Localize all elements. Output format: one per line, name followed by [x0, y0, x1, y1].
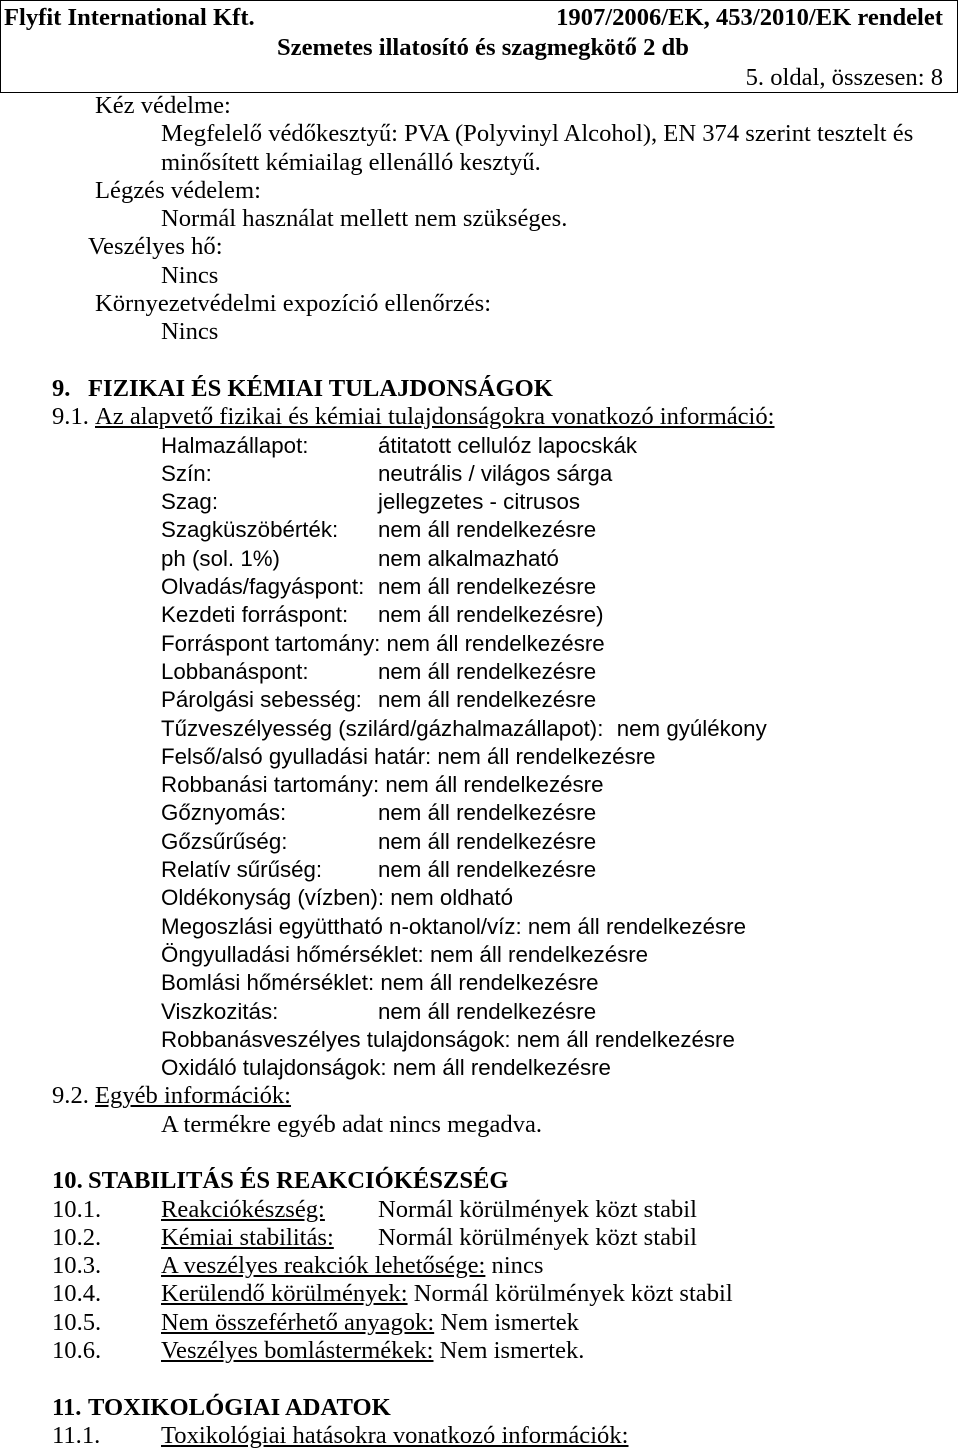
property-value: nem áll rendelkezésre	[378, 574, 597, 600]
property-value: nem alkalmazható	[378, 545, 559, 571]
property-row	[0, 460, 960, 488]
property-label: Gőzsűrűség:	[161, 828, 288, 854]
item-number: 10.4.	[52, 1280, 102, 1308]
property-value: jellegzetes - citrusos	[378, 489, 580, 515]
respiratory-protection-text: Normál használat mellett nem szükséges.	[161, 205, 568, 233]
property-value: nem áll rendelkezésre	[516, 1026, 735, 1052]
property-label: Lobbanáspont:	[161, 658, 309, 684]
subsection-title: Egyéb információk:	[95, 1082, 292, 1110]
hand-protection-text: minősített kémiailag ellenálló kesztyű.	[161, 148, 541, 176]
property-row	[0, 828, 960, 856]
property-value: nem oldható	[390, 885, 514, 911]
property-row	[0, 743, 960, 771]
property-value: nem áll rendelkezésre	[380, 970, 599, 996]
property-value: neutrális / világos sárga	[378, 460, 613, 486]
section-heading	[0, 1167, 960, 1195]
item-number: 10.6.	[52, 1337, 102, 1365]
blank-line	[0, 1365, 960, 1393]
section-title: STABILITÁS ÉS REAKCIÓKÉSZSÉG	[88, 1167, 509, 1195]
property-label: Felső/alsó gyulladási határ:	[161, 743, 432, 769]
property-row	[0, 913, 960, 941]
blank-line	[0, 1139, 960, 1167]
stability-row	[0, 1337, 960, 1365]
property-row	[0, 630, 960, 658]
document-header	[0, 0, 958, 93]
property-row	[0, 516, 960, 544]
property-row	[0, 1026, 960, 1054]
thermal-hazard-text: Nincs	[161, 261, 219, 289]
item-value: Normál körülmények közt stabil	[378, 1223, 697, 1251]
property-value: nem áll rendelkezésre	[378, 998, 597, 1024]
item-number: 10.3.	[52, 1252, 102, 1280]
property-value: nem áll rendelkezésre	[527, 913, 746, 939]
property-label: Forráspont tartomány:	[161, 630, 381, 656]
item-label: Toxikológiai hatásokra vonatkozó információk:	[161, 1421, 629, 1449]
subsection-title: Az alapvető fizikai és kémiai tulajdonságokra vonatkozó információ:	[95, 403, 775, 431]
property-value: nem áll rendelkezésre	[378, 828, 597, 854]
item-number: 10.1.	[52, 1195, 102, 1223]
item-number: 10.5.	[52, 1308, 102, 1336]
property-value: nem áll rendelkezésre	[378, 857, 597, 883]
property-value: nem áll rendelkezésre	[386, 630, 605, 656]
property-label: ph (sol. 1%)	[161, 545, 280, 571]
property-row	[0, 658, 960, 686]
property-value: nem áll rendelkezésre	[378, 687, 597, 713]
subsection-number: 9.2.	[52, 1082, 89, 1110]
property-value: nem áll rendelkezésre	[378, 517, 597, 543]
property-label: Szín:	[161, 460, 212, 486]
subsection-number: 9.1.	[52, 403, 89, 431]
property-label: Gőznyomás:	[161, 800, 287, 826]
property-value: nem áll rendelkezésre	[378, 800, 597, 826]
property-label: Tűzveszélyesség (szilárd/gázhalmazállapot):	[161, 715, 604, 741]
property-label: Oxidáló tulajdonságok:	[161, 1055, 387, 1081]
property-label: Robbanásveszélyes tulajdonságok:	[161, 1026, 511, 1052]
property-value: nem áll rendelkezésre	[429, 941, 649, 967]
property-row	[0, 884, 960, 912]
property-row	[0, 686, 960, 714]
property-row	[0, 715, 960, 743]
property-row	[0, 545, 960, 573]
property-row	[0, 573, 960, 601]
property-label: Oldékonyság (vízben):	[161, 885, 385, 911]
item-label: Kerülendő körülmények:	[161, 1280, 408, 1308]
subsection-heading	[0, 403, 960, 431]
subsection-heading	[0, 1082, 960, 1110]
section-number: 11.	[52, 1393, 82, 1421]
item-label: A veszélyes reakciók lehetősége:	[161, 1252, 486, 1280]
property-row	[0, 432, 960, 460]
item-value: nincs	[491, 1252, 544, 1280]
item-value: Normál körülmények közt stabil	[413, 1280, 733, 1308]
property-value: nem áll rendelkezésre	[378, 658, 597, 684]
property-row	[0, 799, 960, 827]
stability-row	[0, 1280, 960, 1308]
property-label: Párolgási sebesség:	[161, 687, 362, 713]
other-information-text: A termékre egyéb adat nincs megadva.	[161, 1110, 543, 1138]
regulation-reference: 1907/2006/EK, 453/2010/EK rendelet	[556, 4, 943, 31]
item-label: Kémiai stabilitás:	[161, 1223, 334, 1251]
stability-row	[0, 1224, 960, 1252]
section-title: TOXIKOLÓGIAI ADATOK	[88, 1393, 391, 1421]
toxicology-row	[0, 1422, 960, 1450]
property-row	[0, 856, 960, 884]
property-label: Kezdeti forráspont:	[161, 602, 349, 628]
property-row	[0, 601, 960, 629]
item-value: Normál körülmények közt stabil	[378, 1195, 697, 1223]
hand-protection-text: Megfelelő védőkesztyű: PVA (Polyvinyl Alcohol), EN 374 szerint tesztelt és	[161, 120, 914, 148]
section-heading	[0, 375, 960, 403]
section-number: 10.	[52, 1167, 83, 1195]
property-label: Robbanási tartomány:	[161, 772, 380, 798]
environmental-exposure-text: Nincs	[161, 318, 219, 346]
stability-row	[0, 1252, 960, 1280]
item-number: 11.1.	[52, 1421, 101, 1449]
section-title: FIZIKAI ÉS KÉMIAI TULAJDONSÁGOK	[88, 374, 553, 402]
property-label: Öngyulladási hőmérséklet:	[161, 941, 424, 967]
property-value: átitatott cellulóz lapocskák	[378, 432, 638, 458]
property-row	[0, 941, 960, 969]
property-value: nem áll rendelkezésre)	[378, 602, 604, 628]
property-row	[0, 1054, 960, 1082]
property-label: Viszkozitás:	[161, 998, 279, 1024]
item-label: Reakciókészség:	[161, 1195, 325, 1223]
stability-row	[0, 1309, 960, 1337]
property-label: Szagküszöbérték:	[161, 517, 339, 543]
property-label: Halmazállapot:	[161, 432, 309, 458]
product-name: Szemetes illatosító és szagmegkötő 2 db	[277, 34, 689, 61]
blank-line	[0, 347, 960, 375]
company-name: Flyfit International Kft.	[4, 4, 255, 31]
environmental-exposure-label: Környezetvédelmi expozíció ellenőrzés:	[95, 290, 492, 318]
property-row	[0, 969, 960, 997]
respiratory-protection-label: Légzés védelem:	[95, 176, 261, 204]
property-row	[0, 488, 960, 516]
section-heading	[0, 1394, 960, 1422]
item-value: Nem ismertek.	[439, 1337, 585, 1365]
property-row	[0, 998, 960, 1026]
thermal-hazard-label: Veszélyes hő:	[88, 233, 223, 261]
property-value: nem áll rendelkezésre	[437, 743, 656, 769]
item-number: 10.2.	[52, 1223, 102, 1251]
property-row	[0, 771, 960, 799]
document-body	[0, 92, 960, 1450]
property-value: nem gyúlékony	[616, 715, 767, 741]
hand-protection-label: Kéz védelme:	[95, 92, 231, 119]
property-value: nem áll rendelkezésre	[385, 772, 604, 798]
property-label: Relatív sűrűség:	[161, 857, 323, 883]
property-label: Olvadás/fagyáspont:	[161, 574, 365, 600]
property-label: Megoszlási együttható n-oktanol/víz:	[161, 913, 522, 939]
item-label: Nem összeférhető anyagok:	[161, 1308, 435, 1336]
page-number: 5. oldal, összesen: 8	[745, 64, 943, 91]
item-label: Veszélyes bomlástermékek:	[161, 1337, 434, 1365]
stability-row	[0, 1196, 960, 1224]
section-number: 9.	[52, 374, 71, 402]
property-label: Szag:	[161, 489, 219, 515]
property-label: Bomlási hőmérséklet:	[161, 970, 375, 996]
property-value: nem áll rendelkezésre	[392, 1055, 611, 1081]
item-value: Nem ismertek	[440, 1308, 579, 1336]
